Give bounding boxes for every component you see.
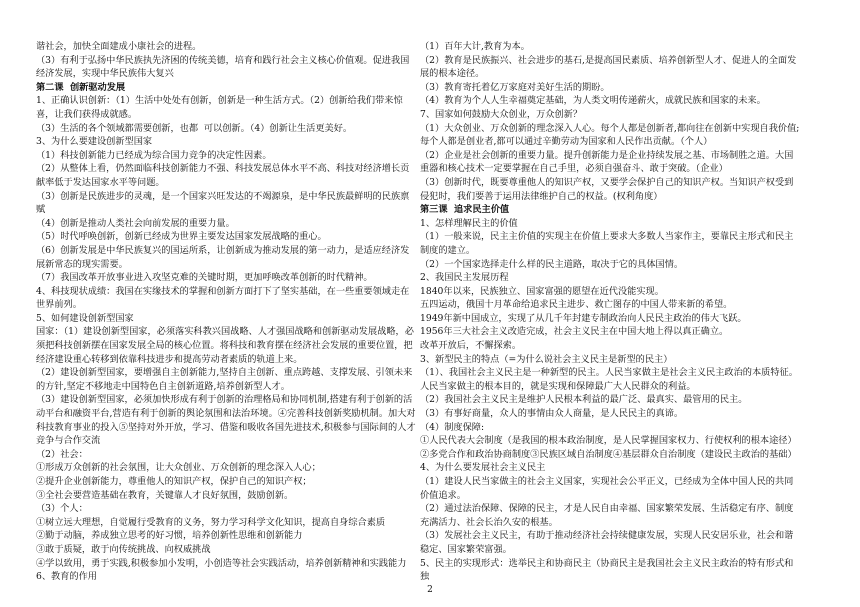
text-line: 1956年三大社会主义改造完成，社会主义民主在中国大地上得以真正确立。 (420, 326, 729, 338)
text-line: ③全社会要营造基础在教育，关键靠人才良好氛围，鼓励创新。 (36, 489, 294, 501)
text-line: （2）企业是社会创新的重要力量。提升创新能力是企业持续发展之基、市场制胜之道。大国重器和核心技术一定要掌握在自己手里，必须自强奋斗、敢于突破。（企业） (420, 149, 794, 175)
text-line: （3）个人： (36, 503, 88, 515)
text-line: 国家：（1）建设创新型国家，必须落实科教兴国战略、人才强国战略和创新驱动发展战略，必须把科技创新摆在国家发展全局的核心位置。将科技和教育摆在经济社会发展的重要位置，把经济建设重心转移到依靠科技进步和提高劳动者素质的轨道上来。 (36, 326, 414, 365)
text-line: 6、教育的作用 (36, 571, 97, 583)
text-line: 7、国家如何鼓励大众创业，万众创新？ (420, 108, 583, 120)
text-line: 4、为什么要发展社会主义民主 (420, 462, 546, 474)
text-line: （2）建设创新型国家，要增强自主创新能力,坚持自主创新、重点跨越、支撑发展、引领未来的方针,坚定不移地走中国特色自主创新道路,培养创新型人才。 (36, 367, 413, 392)
left-column (36, 40, 416, 584)
text-line: ④学以致用，勇于实践,积极参加小发明，小创造等社会实践活动，培养创新精神和实践能力 (36, 557, 407, 569)
text-line: 1840年以来，民族独立、国家富强的愿望在近代没能实现。 (420, 285, 664, 297)
text-line: ①树立远大理想，自觉履行受教育的义务，努力学习科学文化知识，提高自身综合素质 (36, 516, 386, 528)
text-line: 5、民主的实现形式：选举民主和协商民主（协商民主是我国社会主义民主政治的特有形式和独 (420, 557, 794, 583)
text-line: 3、为什么要建设创新型国家 (36, 136, 153, 148)
text-line: ①形成万众创新的社会氛围，让大众创业、万众创新的理念深入人心； (36, 462, 321, 474)
text-line: （7）我国改革开放事业进入攻坚克难的关键时期，更加呼唤改革创新的时代精神。 (36, 272, 373, 284)
text-line: 1、正确认识创新：（1）生活中处处有创新，创新是一种生活方式。（2）创新给我们带来惊喜，让我们获得成就感。 (36, 95, 403, 120)
right-column (420, 40, 800, 584)
text-line: （3）教育寄托着亿万家庭对美好生活的期盼。 (420, 81, 610, 93)
text-line: ②提升企业创新能力，尊重他人的知识产权，保护自己的知识产权； (36, 476, 312, 487)
text-line: （2）教育是民族振兴、社会进步的基石,是提高国民素质、培养创新型人才、促进人的全面发展的根本途径。 (420, 54, 797, 80)
text-line: 1949年新中国成立，实现了从几千年封建专制政治向人民民主政治的伟大飞跃。 (420, 312, 747, 324)
text-line: ③敢于质疑，敢于向传统挑战、向权威挑战 (36, 543, 211, 555)
text-line: ①人民代表大会制度（是我国的根本政治制度，是人民掌握国家权力、行使权利的根本途径） (420, 435, 797, 447)
text-line: （1）建设人民当家做主的社会主义国家，实现社会公平正义，已经成为全体中国人民的共同价值追求。 (420, 476, 794, 501)
text-line: （2）我国社会主义民主是维护人民根本利益的最广泛、最真实、最管用的民主。 (420, 394, 748, 406)
text-line: 4、科技现状成绩：我国在实缘技术的掌握和创新方面打下了坚实基础，在一些重要领域走在世界前列。 (36, 285, 410, 311)
text-line: （3）创新是民族进步的灵魂，是一个国家兴旺发达的不竭源泉，是中华民族最鲜明的民族禀赋 (36, 190, 410, 216)
text-line: （4）制度保障: (420, 421, 485, 433)
text-line: （6）创新发展是中华民族复兴的国运所系，让创新成为推动发展的第一动力，是适应经济发展新常态的现实需要。 (36, 244, 410, 270)
page-number: 2 (427, 585, 433, 595)
text-line: （4）创新是推动人类社会向前发展的重要力量。 (36, 217, 235, 229)
text-line: （5）时代呼唤创新，创新已经成为世界主要发达国家发展战略的重心。 (36, 231, 327, 243)
text-line: （3）生活的各个领域都需要创新，也都 可以创新。（4）创新让生活更美好。 (36, 122, 353, 134)
text-line: （3）建设创新型国家，必须加快形成有利于创新的治理格局和协同机制,搭建有利于创新的活动平台和融资平台,营造有利于创新的舆论氛围和法治环境。④完善科技创新奖励机制。加大对科技教育事业的投入⑤坚持对外开放，学习、借鉴和吸收各国先进技术,积极参与国际间的人才竞争与合作交流 (36, 394, 416, 447)
text-line: ②勤于动脑，养成独立思考的好习惯，培养创新性思维和创新能力 (36, 530, 303, 542)
text-line: （4）教育为个人人生幸福奠定基础，为人类文明传递薪火，成就民族和国家的未来。 (420, 95, 766, 107)
text-line: （2）从整体上看，仍然面临科技创新能力不强、科技发展总体水平不高、科技对经济增长贡献率低于发达国家水平等问题。 (36, 163, 410, 188)
text-line: 改革开放后，不懈探索。 (420, 340, 522, 352)
section-heading: 第三课 追求民主价值 (420, 204, 510, 216)
text-line: （3）有事好商量，众人的事情由众人商量，是人民民主的真谛。 (420, 408, 684, 420)
text-line: （1）一般来说，民主主价值的实现主在价值上要求大多数人当家作主，要靠民主形式和民主制度的建立。 (420, 231, 794, 256)
text-line: （1）百年大计,教育为本。 (420, 41, 530, 52)
text-line: 五四运动，俄国十月革命给追求民主进步、救亡图存的中国人带来新的希望。 (420, 299, 733, 311)
text-line: 5、如何建设创新型国家 (36, 312, 134, 324)
text-line: ②多党合作和政治协商制度③民族区域自治制度④基层群众自治制度（建设民主政治的基础） (420, 448, 797, 460)
text-line: （1）、我国社会主义民主是一种新型的民主。人民当家做主是社会主义民主政治的本质特征。人民当家做主的根本目的，就是实现和保障最广大人民群众的利益。 (420, 367, 798, 392)
text-line: 谐社会，加快全面建成小康社会的进程。 (36, 41, 202, 52)
section-heading: 第二课 创新驱动发展 (36, 81, 126, 93)
text-line: （3）创新时代，既要尊重他人的知识产权，又要学会保护自己的知识产权。当知识产权受到侵犯时，我们要善于运用法律维护自己的权益。(权利角度） (420, 176, 794, 202)
text-line: （2）一个国家选择走什么样的民主道路，取决于它的具体国情。 (420, 258, 684, 270)
text-line: （3）有利于弘扬中华民族执先济困的传统美德，培育和践行社会主义核心价值观。促进我国经济发展，实现中华民族伟大复兴 (36, 54, 410, 80)
text-line: 2、我国民主发展历程 (420, 272, 509, 284)
text-line: （1）大众创业、万众创新的理念深入人心。每个人都是创新者,都向往在创新中实现自我价值;每个人都是创业者,都可以通过辛勤劳动为国家和人民作出贡献。（个人） (420, 122, 800, 148)
text-line: （1）科技创新能力已经成为综合国力竞争的决定性因素。 (36, 149, 272, 161)
text-line: （2）通过法治保障、保障的民主，才是人民自由幸福、国家繁荣发展、生活稳定有序、制度充满活力、社会长治久安的根基。 (420, 503, 794, 528)
text-line: 1、怎样理解民主的价值 (420, 217, 518, 229)
text-line: （2）社会： (36, 448, 88, 460)
text-line: 3、新型民主的特点（=为什么说社会主义民主是新型的民主） (420, 353, 673, 365)
text-line: （3）发展社会主义民主，有助于推动经济社会持续健康发展，实现人民安居乐业，社会和谐稳定、国家繁荣富强。 (420, 530, 794, 555)
